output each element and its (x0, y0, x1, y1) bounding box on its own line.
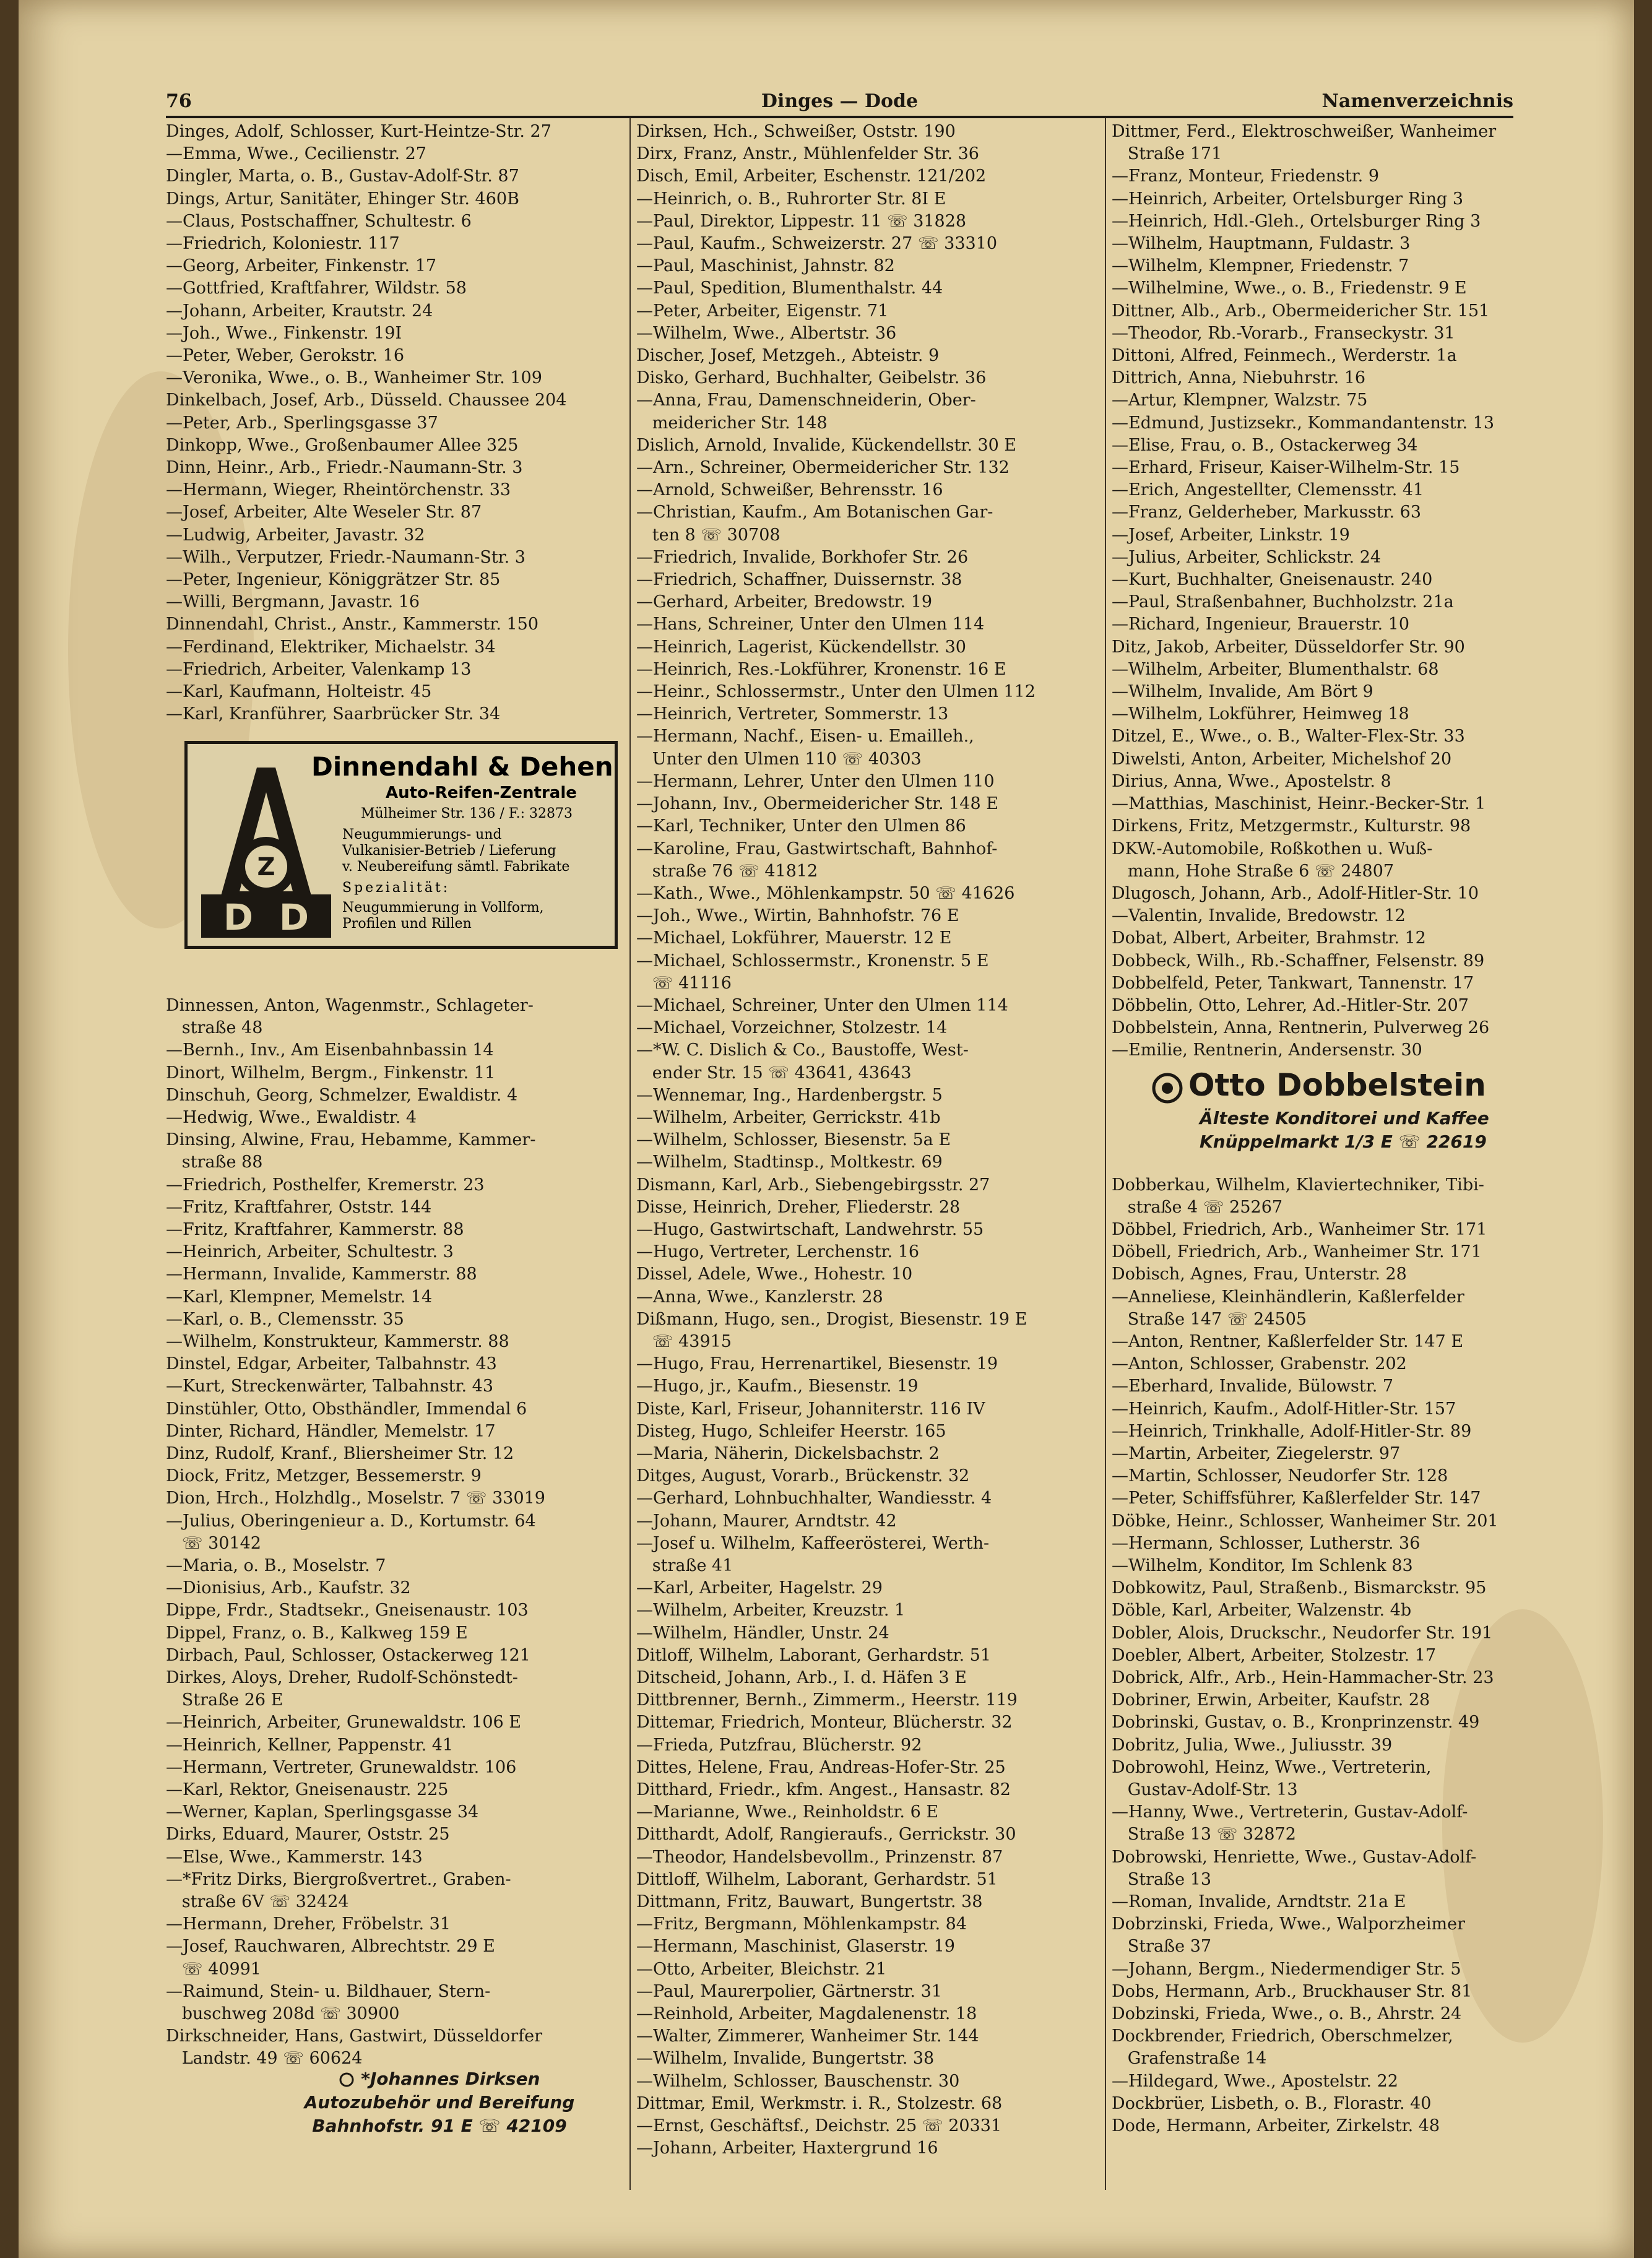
directory-entry: Diock, Fritz, Metzger, Bessemerstr. 9 (166, 1466, 482, 1486)
directory-entry: —Roman, Invalide, Arndtstr. 21a E (1112, 1892, 1406, 1912)
directory-entry: —Frieda, Putzfrau, Blücherstr. 92 (636, 1735, 922, 1755)
svg-text:Z: Z (257, 853, 275, 881)
directory-entry: —Arn., Schreiner, Obermeidericher Str. 132 (636, 458, 1010, 478)
directory-entry: ☏ 30142 (166, 1533, 261, 1553)
column-divider (1105, 118, 1106, 2190)
directory-entry: Straße 171 (1112, 144, 1222, 164)
directory-entry: —Hermann, Lehrer, Unter den Ulmen 110 (636, 771, 995, 791)
directory-entry: —Hermann, Schlosser, Lutherstr. 36 (1112, 1533, 1421, 1553)
directory-entry: Döbke, Heinr., Schlosser, Wanheimer Str. 201 (1112, 1511, 1498, 1531)
directory-entry: —Edmund, Justizsekr., Kommandantenstr. 13 (1112, 413, 1495, 433)
directory-entry: —Wilhelm, Stadtinsp., Moltkestr. 69 (636, 1153, 943, 1172)
directory-entry: —Hermann, Maschinist, Glaserstr. 19 (636, 1937, 955, 1957)
directory-entry: Dobbelfeld, Peter, Tankwart, Tannenstr. 17 (1112, 973, 1474, 993)
directory-entry: —Arnold, Schweißer, Behrensstr. 16 (636, 480, 943, 500)
directory-entry: meidericher Str. 148 (636, 413, 828, 433)
directory-column-3 (1112, 121, 1548, 2258)
directory-entry: ☏ 40991 (166, 1959, 261, 1979)
directory-entry: —Franz, Gelderheber, Markusstr. 63 (1112, 503, 1422, 522)
advert-dirksen (260, 2067, 619, 2148)
directory-entry: Discher, Josef, Metzgeh., Abteistr. 9 (636, 346, 940, 366)
advert-line-2: Bahnhofstr. 91 E ☏ 42109 (312, 2116, 567, 2136)
directory-entry: —Peter, Weber, Gerokstr. 16 (166, 346, 405, 366)
directory-entry (166, 972, 621, 995)
directory-entry: —Friedrich, Schaffner, Duissernstr. 38 (636, 570, 962, 590)
directory-entry: —Hugo, Frau, Herrenartikel, Biesenstr. 19 (636, 1354, 998, 1374)
directory-entry: ender Str. 15 ☏ 43641, 43643 (636, 1063, 912, 1083)
directory-entry: Ditscheid, Johann, Arb., I. d. Häfen 3 E (636, 1668, 967, 1688)
directory-entry: Ditloff, Wilhelm, Laborant, Gerhardstr. 51 (636, 1645, 991, 1665)
svg-text:D: D (279, 896, 309, 938)
directory-entry: Dlugosch, Johann, Arb., Adolf-Hitler-Str. 10 (1112, 883, 1479, 903)
directory-entry: —Heinrich, Lagerist, Kückendellstr. 30 (636, 637, 966, 657)
directory-entry: —Hermann, Wieger, Rheintörchenstr. 33 (166, 480, 511, 500)
directory-entry: ☏ 41116 (636, 973, 732, 993)
page-number: 76 (166, 90, 192, 112)
directory-entry: Dobs, Hermann, Arb., Bruckhauser Str. 81 (1112, 1981, 1473, 2001)
directory-entry: Straße 26 E (166, 1690, 283, 1710)
directory-entry: —Marianne, Wwe., Reinholdstr. 6 E (636, 1802, 939, 1822)
directory-entry: Dobkowitz, Paul, Straßenb., Bismarckstr. 95 (1112, 1578, 1487, 1598)
directory-entry: —Peter, Ingenieur, Königgrätzer Str. 85 (166, 570, 501, 590)
directory-entry: —Anton, Schlosser, Grabenstr. 202 (1112, 1354, 1407, 1374)
advert-line-1: Älteste Konditorei und Kaffee (1200, 1108, 1489, 1128)
directory-entry: —Hermann, Vertreter, Grunewaldstr. 106 (166, 1757, 517, 1777)
directory-entry: —Kurt, Buchhalter, Gneisenaustr. 240 (1112, 570, 1433, 590)
directory-entry: Dinn, Heinr., Arb., Friedr.-Naumann-Str. 3 (166, 458, 523, 478)
directory-entry: —Josef, Arbeiter, Alte Weseler Str. 87 (166, 503, 482, 522)
directory-entry: Dobriner, Erwin, Arbeiter, Kaufstr. 28 (1112, 1690, 1430, 1710)
directory-entry: Dinstel, Edgar, Arbeiter, Talbahnstr. 43 (166, 1354, 497, 1374)
directory-entry: —*Fritz Dirks, Biergroßvertret., Graben- (166, 1869, 511, 1889)
directory-entry: Dippel, Franz, o. B., Kalkweg 159 E (166, 1623, 468, 1643)
directory-entry: Dingler, Marta, o. B., Gustav-Adolf-Str. 87 (166, 167, 519, 186)
directory-entry: —Fritz, Bergmann, Möhlenkampstr. 84 (636, 1914, 967, 1934)
directory-entry: Dißmann, Hugo, sen., Drogist, Biesenstr. 19 E (636, 1309, 1027, 1329)
directory-entry: Landstr. 49 ☏ 60624 (166, 2049, 363, 2069)
directory-entry: Unter den Ulmen 110 ☏ 40303 (636, 749, 922, 769)
directory-entry: Grafenstraße 14 (1112, 2049, 1267, 2069)
directory-entry: —Artur, Klempner, Walzstr. 75 (1112, 391, 1368, 410)
directory-entry: —Joh., Wwe., Finkenstr. 19I (166, 323, 402, 343)
directory-entry: —Kurt, Streckenwärter, Talbahnstr. 43 (166, 1377, 493, 1396)
directory-entry (166, 950, 621, 972)
directory-page (19, 0, 1634, 2258)
advert-address: Mülheimer Str. 136 / F.: 32873 (361, 806, 573, 821)
directory-entry: Dobler, Alois, Druckschr., Neudorfer Str. 191 (1112, 1623, 1493, 1643)
directory-entry: —Emilie, Rentnerin, Andersenstr. 30 (1112, 1040, 1422, 1060)
directory-entry: —Julius, Oberingenieur a. D., Kortumstr. 64 (166, 1511, 536, 1531)
directory-entry: Dirkes, Aloys, Dreher, Rudolf-Schönstedt- (166, 1668, 518, 1688)
directory-entry: —Hermann, Dreher, Fröbelstr. 31 (166, 1914, 451, 1934)
directory-entry: buschweg 208d ☏ 30900 (166, 2004, 400, 2024)
directory-entry: Dinnessen, Anton, Wagenmstr., Schlageter- (166, 995, 534, 1015)
directory-entry: —Michael, Vorzeichner, Stolzestr. 14 (636, 1018, 948, 1038)
directory-entry: Dobat, Albert, Arbeiter, Brahmstr. 12 (1112, 928, 1426, 948)
directory-entry: —Karl, Klempner, Memelstr. 14 (166, 1287, 433, 1307)
directory-entry: —Dionisius, Arb., Kaufstr. 32 (166, 1578, 411, 1598)
directory-entry: —Hanny, Wwe., Vertreterin, Gustav-Adolf- (1112, 1802, 1468, 1822)
directory-entry: Dinz, Rudolf, Kranf., Bliersheimer Str. 12 (166, 1443, 514, 1463)
directory-entry: Döble, Karl, Arbeiter, Walzenstr. 4b (1112, 1601, 1412, 1620)
directory-entry: —Johann, Arbeiter, Krautstr. 24 (166, 301, 433, 321)
directory-entry: —Heinrich, Arbeiter, Grunewaldstr. 106 E (166, 1713, 522, 1732)
directory-entry: —Johann, Arbeiter, Haxtergrund 16 (636, 2139, 938, 2158)
directory-entry: mann, Hohe Straße 6 ☏ 24807 (1112, 861, 1395, 881)
directory-entry: Dobrowohl, Heinz, Wwe., Vertreterin, (1112, 1757, 1432, 1777)
directory-entry: Dings, Artur, Sanitäter, Ehinger Str. 460B (166, 189, 519, 209)
directory-entry: —Wilhelm, Arbeiter, Gerrickstr. 41b (636, 1107, 941, 1127)
directory-entry: Dinort, Wilhelm, Bergm., Finkenstr. 11 (166, 1063, 496, 1083)
directory-entry: —Karl, o. B., Clemensstr. 35 (166, 1309, 404, 1329)
directory-entry: Dobrowski, Henriette, Wwe., Gustav-Adolf- (1112, 1847, 1477, 1867)
directory-entry: —Elise, Frau, o. B., Ostackerweg 34 (1112, 435, 1418, 455)
directory-entry: —Christian, Kaufm., Am Botanischen Gar- (636, 503, 993, 522)
directory-entry: —Friedrich, Posthelfer, Kremerstr. 23 (166, 1175, 485, 1195)
directory-entry: —Wilhelm, Arbeiter, Kreuzstr. 1 (636, 1601, 906, 1620)
directory-entry: straße 6V ☏ 32424 (166, 1892, 349, 1912)
directory-entry: —Karl, Kranführer, Saarbrücker Str. 34 (166, 704, 501, 724)
directory-entry: ten 8 ☏ 30708 (636, 525, 781, 545)
directory-entry: —Hermann, Nachf., Eisen- u. Emailleh., (636, 727, 974, 746)
directory-entry: —Karl, Arbeiter, Hagelstr. 29 (636, 1578, 883, 1598)
directory-entry: Dinges, Adolf, Schlosser, Kurt-Heintze-Str. 27 (166, 122, 551, 141)
advert-line-2: Knüppelmarkt 1/3 E ☏ 22619 (1200, 1131, 1487, 1152)
directory-entry: —Ernst, Geschäftsf., Deichstr. 25 ☏ 20331 (636, 2116, 1002, 2136)
directory-entry: Disko, Gerhard, Buchhalter, Geibelstr. 36 (636, 368, 987, 388)
directory-entry: Dittmer, Ferd., Elektroschweißer, Wanheimer (1112, 122, 1497, 141)
directory-entry: —Paul, Spedition, Blumenthalstr. 44 (636, 279, 943, 298)
directory-entry: —Karl, Techniker, Unter den Ulmen 86 (636, 816, 966, 836)
directory-entry: —Hermann, Invalide, Kammerstr. 88 (166, 1265, 477, 1284)
advert-dobbelstein (1151, 1067, 1535, 1160)
directory-entry: —Friedrich, Arbeiter, Valenkamp 13 (166, 659, 472, 679)
directory-entry: ☏ 43915 (636, 1331, 732, 1351)
page-header (166, 84, 1513, 118)
directory-entry: Dinter, Richard, Händler, Memelstr. 17 (166, 1421, 496, 1441)
directory-entry: Ditthardt, Adolf, Rangieraufs., Gerrickstr. 30 (636, 1825, 1016, 1845)
directory-entry: —Bernh., Inv., Am Eisenbahnbassin 14 (166, 1040, 494, 1060)
directory-column-1 (166, 121, 621, 2258)
directory-entry: —Julius, Arbeiter, Schlickstr. 24 (1112, 547, 1382, 567)
directory-entry: —Wilhelm, Lokführer, Heimweg 18 (1112, 704, 1409, 724)
directory-entry: —Hildegard, Wwe., Apostelstr. 22 (1112, 2071, 1398, 2091)
directory-entry: Dobzinski, Frieda, Wwe., o. B., Ahrstr. 24 (1112, 2004, 1462, 2024)
directory-entry: Diste, Karl, Friseur, Johanniterstr. 116 IV (636, 1399, 985, 1419)
running-head: Dinges — Dode (761, 90, 919, 112)
directory-entry: —Wilhelm, Konditor, Im Schlenk 83 (1112, 1556, 1413, 1575)
directory-entry: Dinkelbach, Josef, Arb., Düsseld. Chaussee 204 (166, 391, 567, 410)
directory-entry: —Wilhelm, Schlosser, Biesenstr. 5a E (636, 1130, 951, 1150)
directory-entry: Dippe, Frdr., Stadtsekr., Gneisenaustr. 103 (166, 1601, 529, 1620)
directory-entry: —Ludwig, Arbeiter, Javastr. 32 (166, 525, 425, 545)
directory-entry: —Gottfried, Kraftfahrer, Wildstr. 58 (166, 279, 467, 298)
svg-text:D: D (223, 896, 254, 938)
directory-entry: Dobritz, Julia, Wwe., Juliusstr. 39 (1112, 1735, 1393, 1755)
directory-entry: —Else, Wwe., Kammerstr. 143 (166, 1847, 423, 1867)
directory-entry: —Friedrich, Koloniestr. 117 (166, 234, 400, 254)
directory-entry: Dinschuh, Georg, Schmelzer, Ewaldistr. 4 (166, 1085, 518, 1105)
directory-entry: —Claus, Postschaffner, Schultestr. 6 (166, 211, 472, 231)
directory-entry: Dinsing, Alwine, Frau, Hebamme, Kammer- (166, 1130, 536, 1150)
directory-entry: —Emma, Wwe., Cecilienstr. 27 (166, 144, 426, 164)
directory-entry: —Raimund, Stein- u. Bildhauer, Stern- (166, 1981, 491, 2001)
directory-entry: straße 76 ☏ 41812 (636, 861, 818, 881)
directory-entry: straße 41 (636, 1556, 733, 1575)
directory-entry: —Friedrich, Invalide, Borkhofer Str. 26 (636, 547, 969, 567)
advert-subtitle: Auto-Reifen-Zentrale (386, 784, 577, 802)
directory-entry: —Heinrich, Res.-Lokführer, Kronenstr. 16 E (636, 659, 1006, 679)
directory-entry: —Kath., Wwe., Möhlenkampstr. 50 ☏ 41626 (636, 883, 1015, 903)
directory-entry: Dissel, Adele, Wwe., Hohestr. 10 (636, 1265, 913, 1284)
directory-entry: Disse, Heinrich, Dreher, Fliederstr. 28 (636, 1197, 961, 1217)
directory-entry: —Peter, Schiffsführer, Kaßlerfelder Str. 147 (1112, 1489, 1481, 1508)
directory-entry: —Paul, Direktor, Lippestr. 11 ☏ 31828 (636, 211, 967, 231)
directory-entry: —Valentin, Invalide, Bredowstr. 12 (1112, 906, 1406, 926)
directory-entry: —Josef u. Wilhelm, Kaffeerösterei, Werth- (636, 1533, 990, 1553)
directory-entry: —Michael, Schlossermstr., Kronenstr. 5 E (636, 951, 989, 971)
advert-name: Dinnendahl & Dehen (311, 751, 613, 782)
directory-entry: —Hans, Schreiner, Unter den Ulmen 114 (636, 615, 985, 634)
directory-entry: Dobbeck, Wilh., Rb.-Schaffner, Felsenstr. 89 (1112, 951, 1485, 971)
advert-name: *Johannes Dirksen (361, 2069, 540, 2089)
directory-entry: Dirksen, Hch., Schweißer, Oststr. 190 (636, 122, 956, 141)
directory-entry: —Richard, Ingenieur, Brauerstr. 10 (1112, 615, 1410, 634)
directory-entry: —Matthias, Maschinist, Heinr.-Becker-Str. 1 (1112, 794, 1486, 814)
directory-entry: Gustav-Adolf-Str. 13 (1112, 1780, 1298, 1800)
directory-entry: —Paul, Straßenbahner, Buchholzstr. 21a (1112, 592, 1454, 612)
directory-entry: Dittner, Alb., Arb., Obermeidericher Str. 151 (1112, 301, 1490, 321)
directory-entry: —Theodor, Rb.-Vorarb., Franseckystr. 31 (1112, 323, 1455, 343)
directory-entry: —Georg, Arbeiter, Finkenstr. 17 (166, 256, 437, 276)
directory-entry: Döbbel, Friedrich, Arb., Wanheimer Str. 171 (1112, 1219, 1487, 1239)
directory-entry: —Wilhelm, Schlosser, Bauschenstr. 30 (636, 2071, 960, 2091)
directory-entry: —Heinr., Schlossermstr., Unter den Ulmen 112 (636, 682, 1036, 702)
directory-entry: —Karl, Kaufmann, Holteistr. 45 (166, 682, 432, 702)
directory-entry: —Hugo, Gastwirtschaft, Landwehrstr. 55 (636, 1219, 984, 1239)
directory-entry: Dode, Hermann, Arbeiter, Zirkelstr. 48 (1112, 2116, 1440, 2136)
directory-entry: Dobrick, Alfr., Arb., Hein-Hammacher-Str. 23 (1112, 1668, 1494, 1688)
directory-entry: Dittemar, Friedrich, Monteur, Blücherstr. 32 (636, 1713, 1013, 1732)
directory-entry: —Johann, Inv., Obermeidericher Str. 148 E (636, 794, 998, 814)
directory-entry: —Hedwig, Wwe., Ewaldistr. 4 (166, 1107, 417, 1127)
advert-services: Neugummierungs- und Vulkanisier-Betrieb / Lieferung v. Neubereifung sämtl. Fabrikate (342, 827, 570, 875)
directory-entry: —Wilhelm, Arbeiter, Blumenthalstr. 68 (1112, 659, 1439, 679)
directory-entry: Ditzel, E., Wwe., o. B., Walter-Flex-Str. 33 (1112, 727, 1465, 746)
directory-entry: —Paul, Kaufm., Schweizerstr. 27 ☏ 33310 (636, 234, 998, 254)
directory-entry: —Ferdinand, Elektriker, Michaelstr. 34 (166, 637, 496, 657)
advert-spec-text: Neugummierung in Vollform, Profilen und Rillen (342, 900, 544, 932)
directory-entry: Dockbrüer, Lisbeth, o. B., Florastr. 40 (1112, 2093, 1432, 2113)
directory-entry: Dittloff, Wilhelm, Laborant, Gerhardstr. 51 (636, 1869, 998, 1889)
directory-entry: straße 88 (166, 1153, 263, 1172)
directory-entry: —*W. C. Dislich & Co., Baustoffe, West- (636, 1040, 969, 1060)
directory-entry: Dirius, Anna, Wwe., Apostelstr. 8 (1112, 771, 1391, 791)
directory-entry: —Johann, Maurer, Arndtstr. 42 (636, 1511, 897, 1531)
advert-dinnendahl (184, 741, 618, 949)
directory-entry: Dobberkau, Wilhelm, Klaviertechniker, Tibi- (1112, 1175, 1484, 1195)
directory-entry: —Peter, Arbeiter, Eigenstr. 71 (636, 301, 889, 321)
directory-entry: —Willi, Bergmann, Javastr. 16 (166, 592, 420, 612)
directory-entry: —Heinrich, Vertreter, Sommerstr. 13 (636, 704, 949, 724)
column-divider (629, 118, 631, 2190)
section-title: Namenverzeichnis (1321, 90, 1513, 112)
directory-entry: Dinnendahl, Christ., Anstr., Kammerstr. 150 (166, 615, 539, 634)
directory-entry: Dittmann, Fritz, Bauwart, Bungertstr. 38 (636, 1892, 983, 1912)
directory-entry: Disteg, Hugo, Schleifer Heerstr. 165 (636, 1421, 946, 1441)
directory-entry: —Heinrich, o. B., Ruhrorter Str. 8I E (636, 189, 946, 209)
directory-entry: —Wilhelm, Invalide, Bungertstr. 38 (636, 2049, 935, 2069)
directory-entry: —Fritz, Kraftfahrer, Kammerstr. 88 (166, 1219, 464, 1239)
directory-entry: —Wilhelm, Invalide, Am Bört 9 (1112, 682, 1373, 702)
directory-entry: —Maria, o. B., Moselstr. 7 (166, 1556, 386, 1575)
directory-entry: Diwelsti, Anton, Arbeiter, Michelshof 20 (1112, 749, 1452, 769)
tire-logo-icon (201, 768, 331, 941)
directory-entry: straße 48 (166, 1018, 263, 1038)
directory-entry: —Heinrich, Arbeiter, Ortelsburger Ring 3 (1112, 189, 1464, 209)
advert-line-1: Autozubehör und Bereifung (304, 2092, 575, 2113)
directory-entry: Doebler, Albert, Arbeiter, Stolzestr. 17 (1112, 1645, 1437, 1665)
directory-entry: Döbbelin, Otto, Lehrer, Ad.-Hitler-Str. 207 (1112, 995, 1469, 1015)
directory-entry: Dobrzinski, Frieda, Wwe., Walporzheimer (1112, 1914, 1466, 1934)
directory-entry: Dirbach, Paul, Schlosser, Ostackerweg 121 (166, 1645, 530, 1665)
directory-entry: —Martin, Arbeiter, Ziegelerstr. 97 (1112, 1443, 1401, 1463)
directory-entry: —Paul, Maschinist, Jahnstr. 82 (636, 256, 895, 276)
directory-entry: —Heinrich, Trinkhalle, Adolf-Hitler-Str. 89 (1112, 1421, 1472, 1441)
directory-entry: —Paul, Maurerpolier, Gärtnerstr. 31 (636, 1981, 942, 2001)
directory-entry: —Erhard, Friseur, Kaiser-Wilhelm-Str. 15 (1112, 458, 1460, 478)
directory-entry: Dittrich, Anna, Niebuhrstr. 16 (1112, 368, 1366, 388)
directory-entry: Dobisch, Agnes, Frau, Unterstr. 28 (1112, 1265, 1407, 1284)
directory-entry: —Otto, Arbeiter, Bleichstr. 21 (636, 1959, 887, 1979)
directory-entry: Ditges, August, Vorarb., Brückenstr. 32 (636, 1466, 970, 1486)
clover-emblem-icon (1151, 1072, 1183, 1104)
directory-entry: —Wilhelm, Wwe., Albertstr. 36 (636, 323, 897, 343)
directory-entry: straße 4 ☏ 25267 (1112, 1197, 1283, 1217)
directory-entry: —Theodor, Handelsbevollm., Prinzenstr. 87 (636, 1847, 1003, 1867)
directory-entry: —Franz, Monteur, Friedenstr. 9 (1112, 167, 1380, 186)
directory-entry: Dirkschneider, Hans, Gastwirt, Düsseldorfer (166, 2027, 543, 2046)
directory-entry: Dittmar, Emil, Werkmstr. i. R., Stolzestr. 68 (636, 2093, 1003, 2113)
directory-entry: —Karl, Rektor, Gneisenaustr. 225 (166, 1780, 449, 1800)
directory-entry: Dobbelstein, Anna, Rentnerin, Pulverweg 26 (1112, 1018, 1490, 1038)
directory-entry: —Anton, Rentner, Kaßlerfelder Str. 147 E (1112, 1331, 1464, 1351)
directory-entry: —Hugo, jr., Kaufm., Biesenstr. 19 (636, 1377, 919, 1396)
directory-entry: —Michael, Schreiner, Unter den Ulmen 114 (636, 995, 1008, 1015)
directory-column-2 (636, 121, 1093, 2258)
directory-entry: Dirkens, Fritz, Metzgermstr., Kulturstr. 98 (1112, 816, 1471, 836)
directory-entry: —Martin, Schlosser, Neudorfer Str. 128 (1112, 1466, 1448, 1486)
directory-entry: —Heinrich, Kellner, Pappenstr. 41 (166, 1735, 454, 1755)
directory-entry: —Wilhelm, Klempner, Friedenstr. 7 (1112, 256, 1409, 276)
directory-entry: —Erich, Angestellter, Clemensstr. 41 (1112, 480, 1424, 500)
directory-entry: —Wilhelmine, Wwe., o. B., Friedenstr. 9 E (1112, 279, 1467, 298)
directory-entry: —Karoline, Frau, Gastwirtschaft, Bahnhof- (636, 839, 998, 859)
directory-entry: Dittbrenner, Bernh., Zimmerm., Heerstr. 119 (636, 1690, 1018, 1710)
directory-entry: —Eberhard, Invalide, Bülowstr. 7 (1112, 1377, 1394, 1396)
directory-entry: —Veronika, Wwe., o. B., Wanheimer Str. 109 (166, 368, 542, 388)
directory-entry: Disch, Emil, Arbeiter, Eschenstr. 121/202 (636, 167, 987, 186)
directory-entry: —Gerhard, Lohnbuchhalter, Wandiesstr. 4 (636, 1489, 992, 1508)
directory-entry: Dobrinski, Gustav, o. B., Kronprinzenstr. 49 (1112, 1713, 1480, 1732)
directory-entry: —Fritz, Kraftfahrer, Oststr. 144 (166, 1197, 432, 1217)
advert-name: Otto Dobbelstein (1188, 1067, 1486, 1103)
directory-entry: Straße 13 ☏ 32872 (1112, 1825, 1296, 1845)
directory-entry: Döbell, Friedrich, Arb., Wanheimer Str. 171 (1112, 1242, 1482, 1262)
directory-entry: —Maria, Näherin, Dickelsbachstr. 2 (636, 1443, 940, 1463)
directory-entry: Dittes, Helene, Frau, Andreas-Hofer-Str. 25 (636, 1757, 1006, 1777)
directory-entry: Ditz, Jakob, Arbeiter, Düsseldorfer Str. 90 (1112, 637, 1465, 657)
directory-entry: DKW.-Automobile, Roßkothen u. Wuß- (1112, 839, 1433, 859)
directory-entry: Dockbrender, Friedrich, Oberschmelzer, (1112, 2027, 1453, 2046)
directory-entry: —Wilhelm, Hauptmann, Fuldastr. 3 (1112, 234, 1411, 254)
directory-entry: —Heinrich, Hdl.-Gleh., Ortelsburger Ring 3 (1112, 211, 1481, 231)
directory-entry: —Heinrich, Kaufm., Adolf-Hitler-Str. 157 (1112, 1399, 1456, 1419)
directory-entry: Straße 147 ☏ 24505 (1112, 1309, 1307, 1329)
directory-entry: Straße 37 (1112, 1937, 1212, 1957)
directory-entry: —Wennemar, Ing., Hardenbergstr. 5 (636, 1085, 943, 1105)
directory-entry: Ditthard, Friedr., kfm. Angest., Hansastr. 82 (636, 1780, 1011, 1800)
directory-entry: —Reinhold, Arbeiter, Magdalenenstr. 18 (636, 2004, 977, 2024)
directory-entry: Dismann, Karl, Arb., Siebengebirgsstr. 27 (636, 1175, 990, 1195)
directory-entry: Dirks, Eduard, Maurer, Oststr. 25 (166, 1825, 450, 1845)
directory-entry: —Josef, Rauchwaren, Albrechtstr. 29 E (166, 1937, 495, 1957)
directory-entry: —Josef, Arbeiter, Linkstr. 19 (1112, 525, 1350, 545)
directory-entry: —Peter, Arb., Sperlingsgasse 37 (166, 413, 438, 433)
directory-entry: —Wilh., Verputzer, Friedr.-Naumann-Str. 3 (166, 547, 525, 567)
directory-entry: —Anneliese, Kleinhändlerin, Kaßlerfelder (1112, 1287, 1464, 1307)
directory-entry: —Wilhelm, Händler, Unstr. 24 (636, 1623, 889, 1643)
directory-entry: —Wilhelm, Konstrukteur, Kammerstr. 88 (166, 1331, 509, 1351)
directory-entry: —Werner, Kaplan, Sperlingsgasse 34 (166, 1802, 479, 1822)
directory-entry: —Johann, Bergm., Niedermendiger Str. 5 (1112, 1959, 1461, 1979)
directory-entry: Dinstühler, Otto, Obsthändler, Immendal 6 (166, 1399, 527, 1419)
clover-emblem-icon (339, 2072, 355, 2088)
directory-entry: Dion, Hrch., Holzhdlg., Moselstr. 7 ☏ 33019 (166, 1489, 545, 1508)
directory-entry: —Walter, Zimmerer, Wanheimer Str. 144 (636, 2027, 979, 2046)
directory-entry: —Anna, Frau, Damenschneiderin, Ober- (636, 391, 976, 410)
directory-entry: Dittoni, Alfred, Feinmech., Werderstr. 1a (1112, 346, 1457, 366)
directory-entry: Straße 13 (1112, 1869, 1212, 1889)
directory-entry: Dirx, Franz, Anstr., Mühlenfelder Str. 36 (636, 144, 979, 164)
directory-entry: Dislich, Arnold, Invalide, Kückendellstr. 30 E (636, 435, 1017, 455)
directory-entry: —Gerhard, Arbeiter, Bredowstr. 19 (636, 592, 933, 612)
directory-entry: —Joh., Wwe., Wirtin, Bahnhofstr. 76 E (636, 906, 959, 926)
directory-entry: —Michael, Lokführer, Mauerstr. 12 E (636, 928, 952, 948)
directory-entry: Dinkopp, Wwe., Großenbaumer Allee 325 (166, 435, 519, 455)
directory-entry: —Anna, Wwe., Kanzlerstr. 28 (636, 1287, 883, 1307)
directory-entry: —Hugo, Vertreter, Lerchenstr. 16 (636, 1242, 920, 1262)
advert-spec-label: Spezialität: (342, 880, 451, 896)
directory-entry: —Heinrich, Arbeiter, Schultestr. 3 (166, 1242, 454, 1262)
